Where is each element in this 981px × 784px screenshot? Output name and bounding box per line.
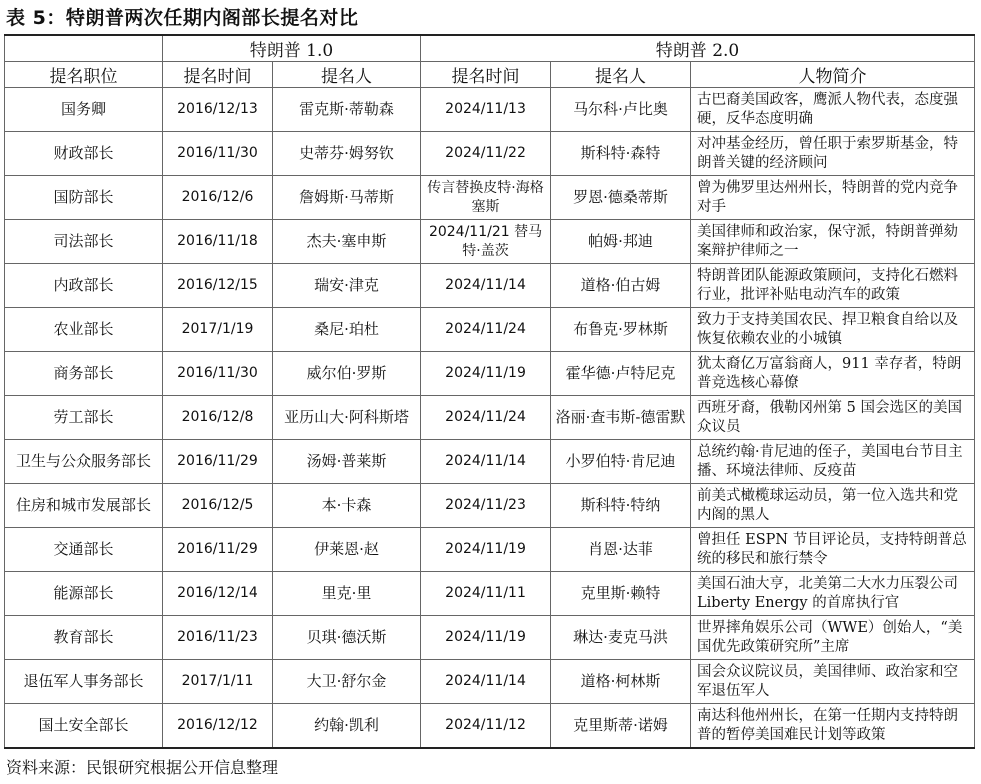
cell-nominee-2: 洛丽·查韦斯-德雷默: [551, 396, 691, 440]
cell-nominee-1: 汤姆·普莱斯: [273, 440, 421, 484]
header-group-trump-1: 特朗普 1.0: [163, 35, 421, 62]
cell-nominee-1: 贝琪·德沃斯: [273, 616, 421, 660]
header-nominee-2: 提名人: [551, 62, 691, 88]
cell-nominee-2: 斯科特·森特: [551, 132, 691, 176]
cell-date-1: 2016/11/18: [163, 220, 273, 264]
table-row: [5, 220, 975, 264]
cell-position: 商务部长: [5, 352, 163, 396]
cell-bio: 致力于支持美国农民、捍卫粮食自给以及恢复依赖农业的小城镇: [691, 308, 975, 352]
cell-bio: 国会众议院议员，美国律师、政治家和空军退伍军人: [691, 660, 975, 704]
cell-nominee-1: 杰夫·塞申斯: [273, 220, 421, 264]
cell-position: 退伍军人事务部长: [5, 660, 163, 704]
cell-nominee-1: 里克·里: [273, 572, 421, 616]
cell-date-1: 2017/1/19: [163, 308, 273, 352]
cell-date-2: 2024/11/14: [421, 660, 551, 704]
cell-date-1: 2016/11/29: [163, 528, 273, 572]
cell-nominee-2: 马尔科·卢比奥: [551, 88, 691, 132]
cell-date-2: 2024/11/12: [421, 704, 551, 749]
cell-nominee-2: 克里斯·赖特: [551, 572, 691, 616]
cell-date-2: 2024/11/19: [421, 528, 551, 572]
table-row: [5, 308, 975, 352]
header-bio: 人物简介: [691, 62, 975, 88]
table-row: [5, 264, 975, 308]
cell-nominee-1: 大卫·舒尔金: [273, 660, 421, 704]
cell-nominee-1: 桑尼·珀杜: [273, 308, 421, 352]
cell-nominee-2: 霍华德·卢特尼克: [551, 352, 691, 396]
table-title: 表 5：特朗普两次任期内阁部长提名对比: [6, 7, 359, 29]
cell-date-2: 2024/11/22: [421, 132, 551, 176]
cell-position: 司法部长: [5, 220, 163, 264]
header-group-trump-2: 特朗普 2.0: [421, 35, 975, 62]
cell-nominee-1: 约翰·凯利: [273, 704, 421, 749]
cell-position: 国防部长: [5, 176, 163, 220]
cell-nominee-2: 道格·伯古姆: [551, 264, 691, 308]
table-row: [5, 352, 975, 396]
cell-date-2: 2024/11/23: [421, 484, 551, 528]
table-row: [5, 88, 975, 132]
cell-position: 国土安全部长: [5, 704, 163, 749]
cell-position: 内政部长: [5, 264, 163, 308]
cell-position: 农业部长: [5, 308, 163, 352]
table-row: [5, 572, 975, 616]
cell-date-2: 传言替换皮特·海格塞斯: [421, 176, 551, 220]
table-row: [5, 704, 975, 749]
cell-nominee-1: 伊莱恩·赵: [273, 528, 421, 572]
cell-bio: 美国石油大亨，北美第二大水力压裂公司 Liberty Energy 的首席执行官: [691, 572, 975, 616]
table-row: [5, 440, 975, 484]
cell-bio: 美国律师和政治家，保守派，特朗普弹劾案辩护律师之一: [691, 220, 975, 264]
cell-position: 卫生与公众服务部长: [5, 440, 163, 484]
cell-nominee-2: 克里斯蒂·诺姆: [551, 704, 691, 749]
cell-nominee-1: 詹姆斯·马蒂斯: [273, 176, 421, 220]
cell-date-2: 2024/11/19: [421, 616, 551, 660]
cell-nominee-1: 威尔伯·罗斯: [273, 352, 421, 396]
cell-position: 国务卿: [5, 88, 163, 132]
header-group-blank: [5, 35, 163, 62]
cell-bio: 曾为佛罗里达州州长，特朗普的党内竞争对手: [691, 176, 975, 220]
cabinet-comparison-table: [4, 34, 975, 749]
cell-nominee-2: 小罗伯特·肯尼迪: [551, 440, 691, 484]
cell-date-2: 2024/11/14: [421, 440, 551, 484]
header-time-1: 提名时间: [163, 62, 273, 88]
table-row: [5, 176, 975, 220]
table-row: [5, 660, 975, 704]
source-note: 资料来源：民银研究根据公开信息整理: [6, 758, 279, 777]
header-group-row: [5, 35, 975, 62]
cell-date-2: 2024/11/19: [421, 352, 551, 396]
cell-nominee-2: 帕姆·邦迪: [551, 220, 691, 264]
cell-date-1: 2016/11/29: [163, 440, 273, 484]
cell-bio: 西班牙裔，俄勒冈州第 5 国会选区的美国众议员: [691, 396, 975, 440]
cell-bio: 总统约翰·肯尼迪的侄子，美国电台节目主播、环境法律师、反疫苗: [691, 440, 975, 484]
header-nominee-1: 提名人: [273, 62, 421, 88]
cell-date-1: 2016/12/5: [163, 484, 273, 528]
cell-date-1: 2016/11/23: [163, 616, 273, 660]
cell-position: 教育部长: [5, 616, 163, 660]
cell-bio: 南达科他州州长，在第一任期内支持特朗普的暂停美国难民计划等政策: [691, 704, 975, 749]
cell-nominee-1: 亚历山大·阿科斯塔: [273, 396, 421, 440]
cell-date-1: 2017/1/11: [163, 660, 273, 704]
table-row: [5, 396, 975, 440]
cell-date-1: 2016/12/15: [163, 264, 273, 308]
cell-date-1: 2016/11/30: [163, 352, 273, 396]
table-row: [5, 616, 975, 660]
cell-date-2: 2024/11/24: [421, 308, 551, 352]
header-column-row: [5, 62, 975, 88]
cell-date-2: 2024/11/24: [421, 396, 551, 440]
cell-date-1: 2016/12/8: [163, 396, 273, 440]
cell-nominee-1: 瑞安·津克: [273, 264, 421, 308]
cell-bio: 犹太裔亿万富翁商人，911 幸存者，特朗普竞选核心幕僚: [691, 352, 975, 396]
cell-position: 能源部长: [5, 572, 163, 616]
cell-position: 住房和城市发展部长: [5, 484, 163, 528]
cell-date-2: 2024/11/13: [421, 88, 551, 132]
cell-date-1: 2016/12/12: [163, 704, 273, 749]
cell-nominee-1: 本·卡森: [273, 484, 421, 528]
cell-date-2: 2024/11/21 替马特·盖茨: [421, 220, 551, 264]
cell-nominee-2: 布鲁克·罗林斯: [551, 308, 691, 352]
cell-bio: 世界摔角娱乐公司（WWE）创始人，“美国优先政策研究所”主席: [691, 616, 975, 660]
cell-position: 交通部长: [5, 528, 163, 572]
cell-position: 财政部长: [5, 132, 163, 176]
cell-bio: 曾担任 ESPN 节目评论员，支持特朗普总统的移民和旅行禁令: [691, 528, 975, 572]
cell-nominee-1: 雷克斯·蒂勒森: [273, 88, 421, 132]
table-row: [5, 484, 975, 528]
cell-date-1: 2016/12/6: [163, 176, 273, 220]
cell-date-2: 2024/11/11: [421, 572, 551, 616]
cell-bio: 特朗普团队能源政策顾问，支持化石燃料行业，批评补贴电动汽车的政策: [691, 264, 975, 308]
cell-date-1: 2016/12/14: [163, 572, 273, 616]
cell-nominee-2: 肖恩·达菲: [551, 528, 691, 572]
header-time-2: 提名时间: [421, 62, 551, 88]
cell-bio: 对冲基金经历，曾任职于索罗斯基金，特朗普关键的经济顾问: [691, 132, 975, 176]
table-body: [5, 88, 975, 749]
cell-nominee-2: 斯科特·特纳: [551, 484, 691, 528]
header-position: 提名职位: [5, 62, 163, 88]
cell-date-2: 2024/11/14: [421, 264, 551, 308]
cell-bio: 前美式橄榄球运动员，第一位入选共和党内阁的黑人: [691, 484, 975, 528]
cell-bio: 古巴裔美国政客，鹰派人物代表，态度强硬，反华态度明确: [691, 88, 975, 132]
cell-position: 劳工部长: [5, 396, 163, 440]
cell-nominee-2: 琳达·麦克马洪: [551, 616, 691, 660]
cell-nominee-2: 道格·柯林斯: [551, 660, 691, 704]
table-row: [5, 528, 975, 572]
table-row: [5, 132, 975, 176]
cell-date-1: 2016/12/13: [163, 88, 273, 132]
cell-date-1: 2016/11/30: [163, 132, 273, 176]
cell-nominee-1: 史蒂芬·姆努钦: [273, 132, 421, 176]
cell-nominee-2: 罗恩·德桑蒂斯: [551, 176, 691, 220]
